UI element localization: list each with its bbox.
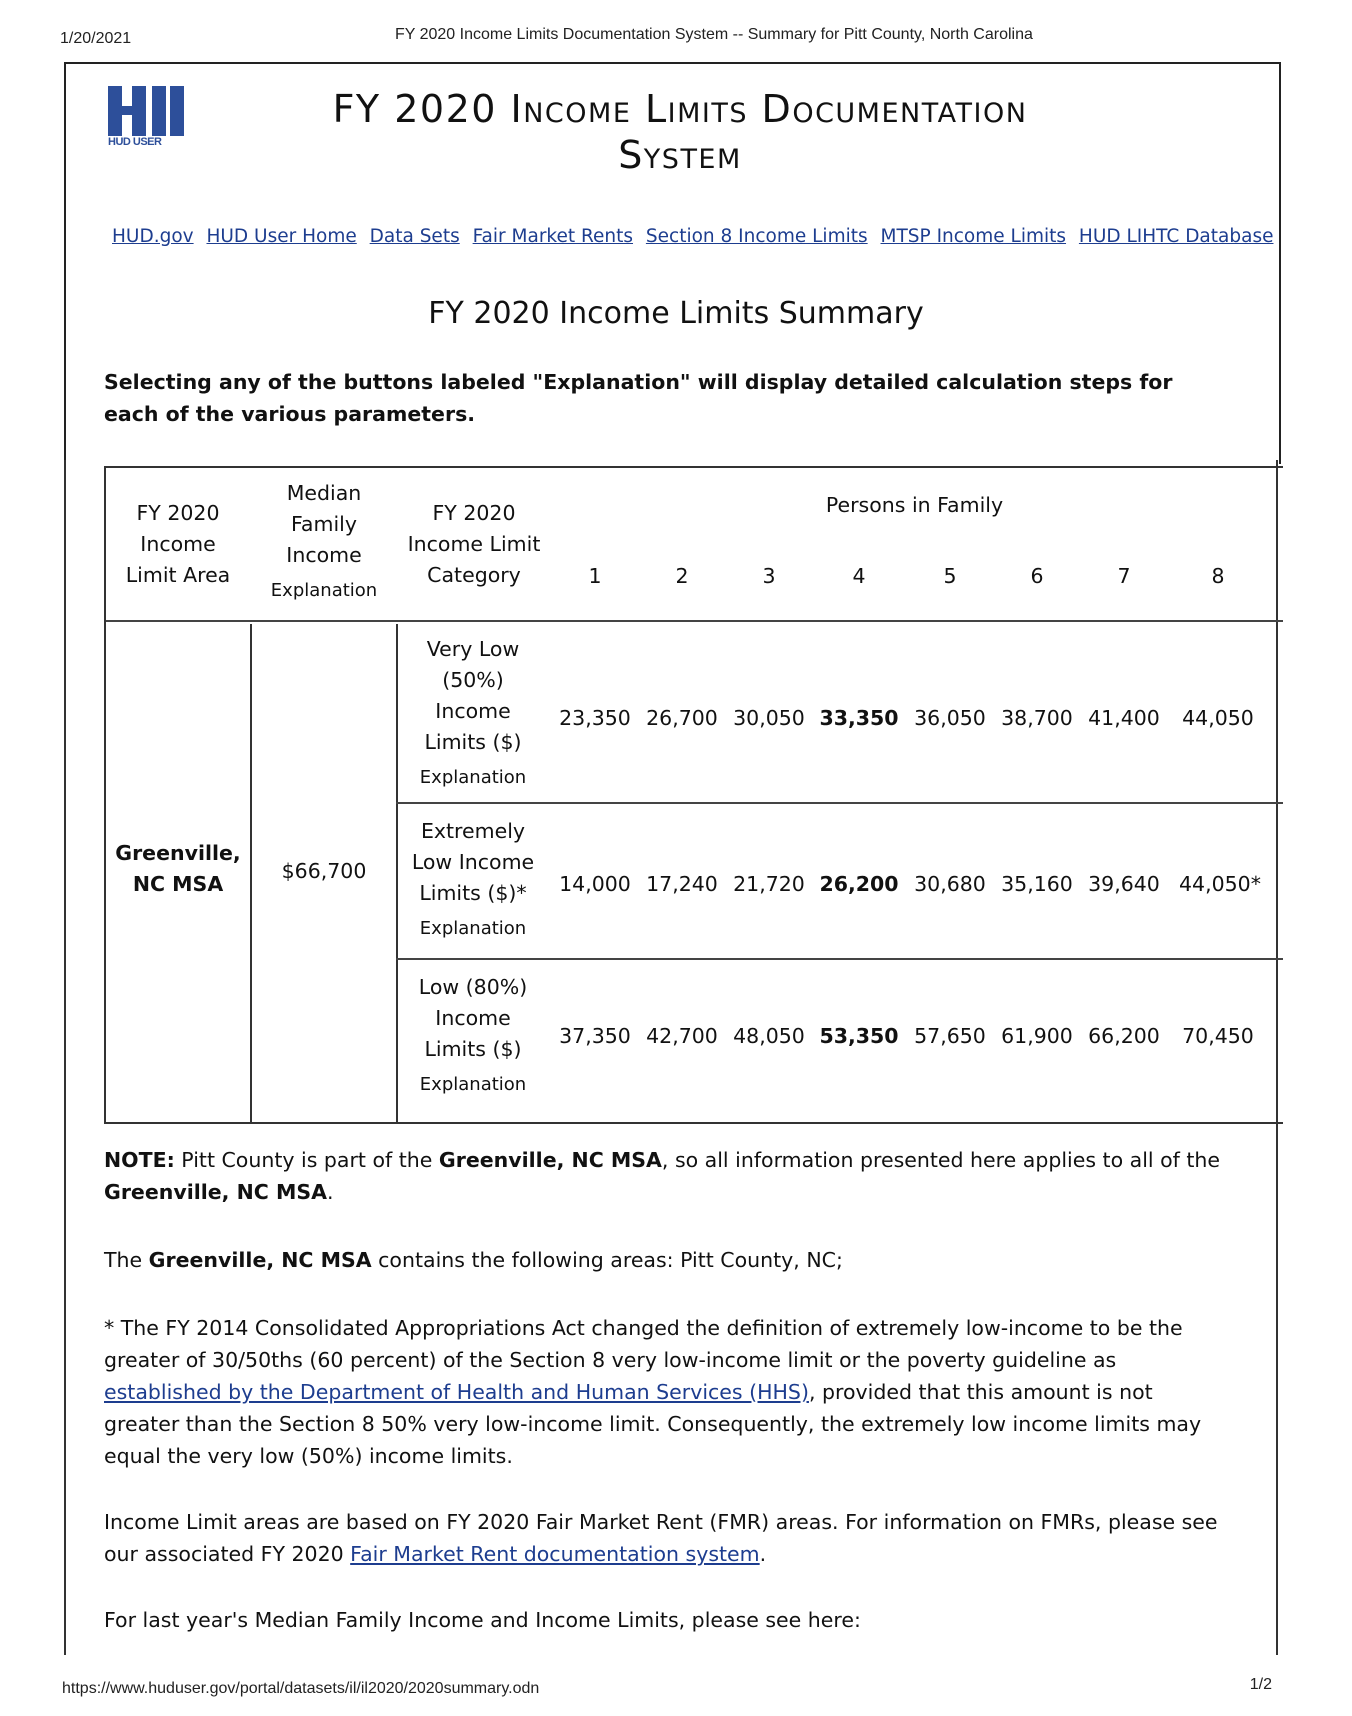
mfi-explanation-button[interactable]: Explanation <box>270 580 378 601</box>
value-cell: 26,700 <box>646 706 718 730</box>
value-cell: 38,700 <box>1001 706 1073 730</box>
print-date: 1/20/2021 <box>60 30 132 47</box>
frame-left-border <box>64 460 66 1655</box>
value-cell: 36,050 <box>914 706 986 730</box>
top-nav <box>112 226 1280 247</box>
value-cell: 61,900 <box>1001 1024 1073 1048</box>
persons-7: 7 <box>1117 564 1131 588</box>
print-page-number: 1/2 <box>1249 1676 1272 1693</box>
nav-link-data-sets[interactable]: Data Sets <box>369 226 460 247</box>
value-cell: 39,640 <box>1088 872 1160 896</box>
hhs-poverty-guideline-link[interactable]: established by the Department of Health and Human Services (HHS) <box>104 1380 809 1404</box>
value-cell: 23,350 <box>559 706 631 730</box>
value-cell: 30,050 <box>733 706 805 730</box>
header-persons-in-family: Persons in Family <box>825 493 1004 517</box>
header-median-family-income: Median Family Income Explanation <box>252 478 396 606</box>
persons-1: 1 <box>588 564 602 588</box>
value-cell: 44,050* <box>1179 872 1261 896</box>
print-footer <box>60 1674 1292 1698</box>
value-cell: 48,050 <box>733 1024 805 1048</box>
last-year-paragraph: For last year's Median Family Income and Income Limits, please see here: <box>104 1608 861 1632</box>
msa-contains-paragraph: The Greenville, NC MSA contains the following areas: Pitt County, NC; <box>104 1248 843 1272</box>
header-income-limit-area: FY 2020 Income Limit Area <box>125 501 231 587</box>
value-cell: 17,240 <box>646 872 718 896</box>
header-income-limit-category: FY 2020 Income Limit Category <box>407 501 541 587</box>
fmr-paragraph: Income Limit areas are based on FY 2020 Fair Market Rent (FMR) areas. For information on FMRs, please see our associated FY 2020 Fair Market Rent documentation system. <box>104 1510 1218 1566</box>
value-cell: 30,680 <box>914 872 986 896</box>
header-divider <box>106 620 1283 622</box>
print-url: https://www.huduser.gov/portal/datasets/il/il2020/2020summary.odn <box>62 1680 540 1697</box>
row-divider <box>396 802 1283 804</box>
footnote-paragraph: * The FY 2014 Consolidated Appropriations Act changed the definition of extremely low-income to be the greater of 30/50ths (60 percent) of the Section 8 very low-income limit or the poverty guideline as established by the Department of Health and Human Services (HHS), provided that this amount is not greater than the Section 8 50% very low-income limit. Consequently, the extremely low income limits may equal the very low (50%) income limits. <box>104 1316 1202 1468</box>
low-explanation-button[interactable]: Explanation <box>419 1074 527 1095</box>
value-cell: 70,450 <box>1182 1024 1254 1048</box>
value-cell: 44,050 <box>1182 706 1254 730</box>
intro-text: Selecting any of the buttons labeled "Explanation" will display detailed calculation steps for each of the various parameters. <box>104 370 1173 426</box>
persons-5: 5 <box>943 564 957 588</box>
persons-8: 8 <box>1211 564 1225 588</box>
value-cell-4-persons: 53,350 <box>819 1024 899 1048</box>
nav-link-hud-lihtc-database[interactable]: HUD LIHTC Database <box>1078 226 1274 247</box>
logo-wordmark: HUD USER <box>108 136 162 148</box>
logo-mark <box>108 86 194 136</box>
value-cell-4-persons: 26,200 <box>819 872 899 896</box>
row-label-extremely-low: Extremely Low Income Limits ($)* Explanation <box>398 816 548 944</box>
persons-3: 3 <box>762 564 776 588</box>
hud-user-logo[interactable] <box>108 86 194 152</box>
print-title: FY 2020 Income Limits Documentation System -- Summary for Pitt County, North Carolina <box>395 26 1033 43</box>
row-label-low: Low (80%) Income Limits ($) Explanation <box>398 972 548 1100</box>
value-cell: 37,350 <box>559 1024 631 1048</box>
median-family-income-value: $66,700 <box>281 859 367 883</box>
nav-link-fair-market-rents[interactable]: Fair Market Rents <box>472 226 634 247</box>
print-header <box>60 26 1292 50</box>
value-cell: 57,650 <box>914 1024 986 1048</box>
note-paragraph: NOTE: Pitt County is part of the Greenville, NC MSA, so all information presented here applies to all of the Greenville, NC MSA. <box>104 1148 1221 1204</box>
income-limits-table <box>104 466 1283 1124</box>
persons-4: 4 <box>852 564 866 588</box>
value-cell: 21,720 <box>733 872 805 896</box>
nav-link-hud-user-home[interactable]: HUD User Home <box>206 226 357 247</box>
area-name: Greenville, NC MSA <box>115 841 241 896</box>
extremely-low-explanation-button[interactable]: Explanation <box>419 918 527 939</box>
page-title-line2: System <box>618 133 742 177</box>
row-divider <box>396 958 1283 960</box>
nav-link-hud-gov[interactable]: HUD.gov <box>112 226 194 247</box>
very-low-explanation-button[interactable]: Explanation <box>419 767 527 788</box>
persons-2: 2 <box>675 564 689 588</box>
fmr-documentation-link[interactable]: Fair Market Rent documentation system <box>350 1542 760 1566</box>
nav-link-section8-income-limits[interactable]: Section 8 Income Limits <box>645 226 868 247</box>
nav-link-mtsp-income-limits[interactable]: MTSP Income Limits <box>880 226 1067 247</box>
value-cell: 35,160 <box>1001 872 1073 896</box>
value-cell: 66,200 <box>1088 1024 1160 1048</box>
persons-6: 6 <box>1030 564 1044 588</box>
value-cell: 42,700 <box>646 1024 718 1048</box>
value-cell: 41,400 <box>1088 706 1160 730</box>
value-cell-4-persons: 33,350 <box>819 706 899 730</box>
page-title-line1: FY 2020 Income Limits Documentation <box>332 87 1028 131</box>
page-title <box>200 86 1160 178</box>
row-label-very-low: Very Low (50%) Income Limits ($) Explanation <box>398 634 548 793</box>
summary-title: FY 2020 Income Limits Summary <box>428 296 924 331</box>
value-cell: 14,000 <box>559 872 631 896</box>
